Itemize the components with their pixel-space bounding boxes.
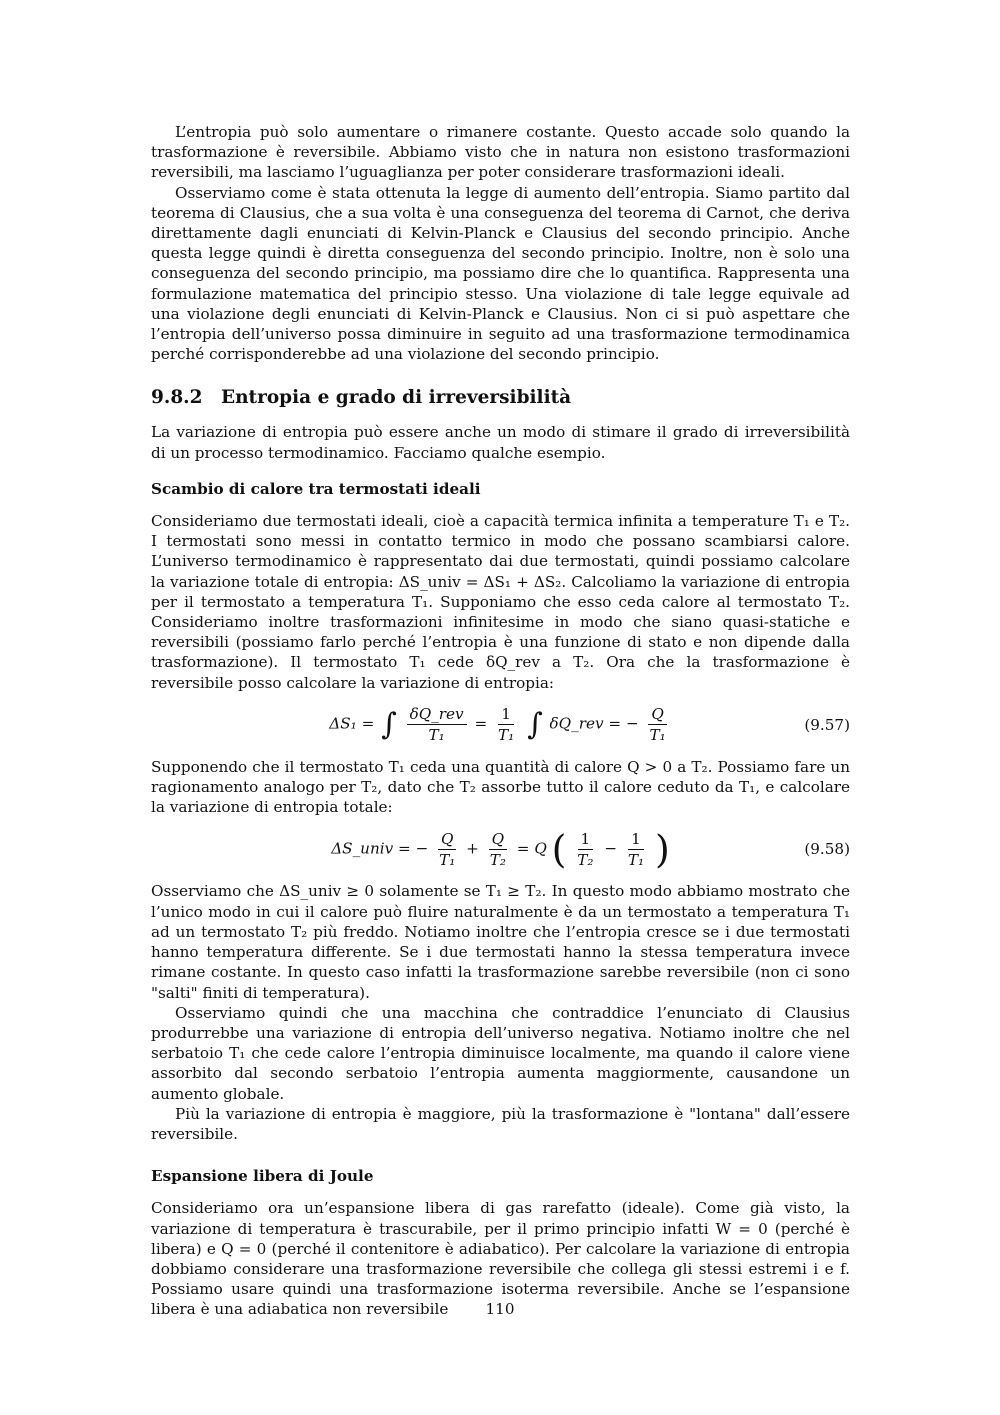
integral-sign: ∫ <box>527 706 543 742</box>
paragraph: Consideriamo ora un’espansione libera di gas rarefatto (ideale). Come già visto, la variazione di temperatura è trascurabile, per il primo principio infatti W = 0 (perché è libera) e Q = 0 (perché il contenitore è adiabatico). Per calcolare la variazione di entropia dobbiamo considerare una trasformazione reversibile che collega gli stessi estremi i e f. Possiamo usare quindi una trasformazione isoterma reversibile. Anche se l’espansione libera è una adiabatica non reversibile <box>151 1199 850 1319</box>
eq-operator: = Q <box>516 839 547 858</box>
paragraph: Consideriamo due termostati ideali, cioè a capacità termica infinita a temperature T₁ e T₂. I termostati sono messi in contatto termico in modo che possano scambiarsi calore. L’universo termodinamico è rappresentato dai due termostati, quindi possiamo calcolare la variazione totale di entropia: ΔS_univ = ΔS₁ + ΔS₂. Calcoliamo la variazione di entropia per il termostato a temperatura T₁. Supponiamo che esso ceda calore al termostato T₂. Consideriamo inoltre trasformazioni infinitesime in modo che siano quasi-statiche e reversibili (possiamo farlo perché l’entropia è una funzione di stato e non dipende dalla trasformazione). Il termostato T₁ cede δQ_rev a T₂. Ora che la trasformazione è reversibile posso calcolare la variazione di entropia: <box>151 512 850 692</box>
denominator: T₁ <box>627 850 645 869</box>
fraction <box>407 705 467 744</box>
fraction <box>625 830 647 869</box>
eq-lhs: ΔS₁ = <box>329 714 375 733</box>
equation-number: (9.58) <box>804 840 850 859</box>
eq-operator: = <box>474 714 488 733</box>
fraction <box>574 830 596 869</box>
paragraph: Supponendo che il termostato T₁ ceda una quantità di calore Q > 0 a T₂. Possiamo fare un ragionamento analogo per T₂, dato che T₂ assorbe tutto il calore ceduto da T₁, e calcolare la variazione di entropia totale: <box>151 757 850 817</box>
right-paren: ) <box>654 827 670 872</box>
equation-9-57 <box>151 699 850 751</box>
denominator: T₁ <box>498 726 515 745</box>
paragraph: La variazione di entropia può essere anche un modo di stimare il grado di irreversibilità di un processo termodinamico. Facciamo qualche esempio. <box>151 423 850 462</box>
fraction <box>436 830 458 869</box>
denominator: T₁ <box>649 726 666 745</box>
eq-operator: − <box>604 839 618 858</box>
numerator: 1 <box>578 830 594 850</box>
subsection-heading: Scambio di calore tra termostati ideali <box>151 479 481 498</box>
eq-operator: + <box>466 839 479 858</box>
equation-9-58 <box>151 823 850 875</box>
fraction <box>495 705 517 744</box>
section-title: Entropia e grado di irreversibilità <box>221 387 572 409</box>
paragraph: Osserviamo che ΔS_univ ≥ 0 solamente se T₁ ≥ T₂. In questo modo abbiamo mostrato che l’unico modo in cui il calore può fluire naturalmente è da un termostato a temperatura T₁ ad un termostato T₂ più freddo. Notiamo inoltre che l’entropia cresce se i due termostati hanno temperatura differente. Se i due termostati hanno la stessa temperatura invece rimane costante. In questo caso infatti la trasformazione sarebbe reversibile (non ci sono "salti" finiti di temperatura). <box>151 882 850 1002</box>
equation-number: (9.57) <box>804 715 850 734</box>
subsection-heading: Espansione libera di Joule <box>151 1167 374 1186</box>
eq-term: δQ_rev <box>549 714 604 733</box>
denominator: T₁ <box>439 850 456 869</box>
fraction <box>487 830 509 869</box>
numerator: 1 <box>498 705 514 725</box>
numerator: δQ_rev <box>407 705 467 725</box>
fraction <box>647 705 669 744</box>
numerator: Q <box>438 830 456 850</box>
paragraph: Osserviamo quindi che una macchina che contraddice l’enunciato di Clausius produrrebbe una variazione di entropia dell’universo negativa. Notiamo inoltre che nel serbatoio T₁ che cede calore l’entropia diminuisce localmente, ma quando il calore viene assorbito dal secondo serbatoio l’entropia aumenta maggiormente, causandone un aumento globale. <box>151 1003 850 1103</box>
eq-operator: = − <box>608 714 639 733</box>
numerator: Q <box>648 705 666 725</box>
document-page <box>151 122 850 1320</box>
denominator: T₁ <box>428 726 445 745</box>
numerator: Q <box>489 830 507 850</box>
section-number: 9.8.2 <box>151 387 203 409</box>
denominator: T₂ <box>577 850 594 869</box>
integral-sign: ∫ <box>381 706 397 742</box>
paragraph: Osserviamo come è stata ottenuta la legge di aumento dell’entropia. Siamo partito dal teorema di Clausius, che a sua volta è una conseguenza del teorema di Carnot, che deriva direttamente dagli enunciati di Kelvin-Planck e Clausius del secondo principio. Anche questa legge quindi è diretta conseguenza del secondo principio. Inoltre, non è solo una conseguenza del secondo principio, ma possiamo dire che lo quantifica. Rappresenta una formulazione matematica del principio stesso. Una violazione di tale legge equivale ad una violazione degli enunciati di Kelvin-Planck e Clausius. Non ci si può aspettare che l’entropia dell’universo possa diminuire in seguito ad una trasformazione termodinamica perché corrisponderebbe ad una violazione del secondo principio. <box>151 183 850 364</box>
denominator: T₂ <box>489 850 506 869</box>
section-heading <box>151 386 850 410</box>
equation-body <box>329 705 671 744</box>
numerator: 1 <box>628 830 644 850</box>
paragraph: Più la variazione di entropia è maggiore, più la trasformazione è "lontana" dall’essere reversibile. <box>151 1104 850 1143</box>
eq-lhs: ΔS_univ = − <box>331 839 429 858</box>
page-number: 110 <box>485 1300 515 1318</box>
equation-body <box>331 827 670 872</box>
paragraph: L’entropia può solo aumentare o rimanere costante. Questo accade solo quando la trasformazione è reversibile. Abbiamo visto che in natura non esistono trasformazioni reversibili, ma lasciamo l’uguaglianza per poter considerare trasformazioni ideali. <box>151 123 850 182</box>
left-paren: ( <box>551 827 567 872</box>
